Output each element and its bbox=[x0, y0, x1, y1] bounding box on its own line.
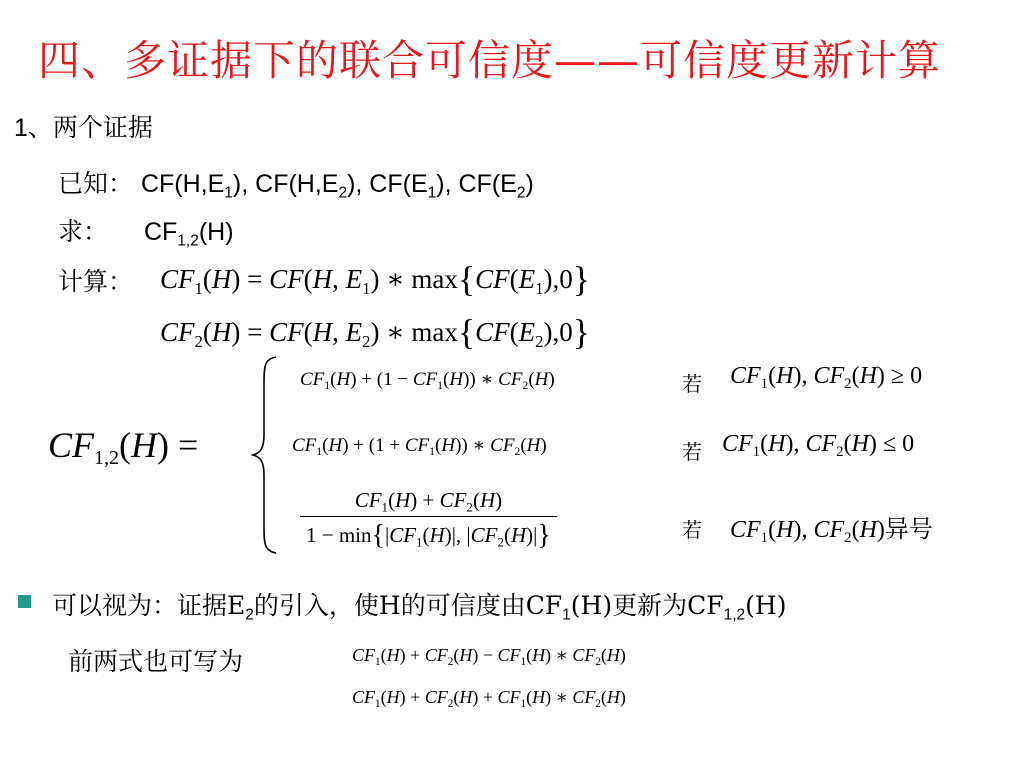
slide-title: 四、多证据下的联合可信度——可信度更新计算 bbox=[38, 36, 942, 85]
bullet-square-icon bbox=[18, 595, 31, 608]
known-label: 已知： bbox=[58, 169, 134, 198]
case3-if: 若 bbox=[682, 518, 702, 542]
case2-if: 若 bbox=[682, 440, 702, 464]
known-line bbox=[58, 164, 534, 200]
section-number: 1 bbox=[14, 114, 28, 142]
case1-formula: $CF_1(H) + (1 - CF_1(H))$ ∗ $CF_2(H)$ bbox=[300, 369, 555, 393]
case1-condition: $CF_1(H)$, $CF_2(H) \ge 0$ bbox=[730, 363, 923, 393]
case1-if: 若 bbox=[682, 372, 702, 396]
find-line bbox=[58, 212, 234, 248]
section-heading bbox=[14, 108, 153, 144]
formula-cf2: $CF_2(H) = CF(H$, $E_2$) ∗ $\max\{CF(E_2),0\}$ bbox=[160, 312, 591, 352]
alt-label: 前两式也可写为 bbox=[68, 647, 244, 676]
case3-formula: $\frac{CF_1(H) + CF_2(H)}{1 - \min\{|CF_1(H)|, |CF_2(H)|\}}$ bbox=[300, 488, 557, 552]
find-label: 求： bbox=[58, 217, 109, 246]
alt-formula-2: $CF_1(H) + CF_2(H) + CF_1(H)$ ∗ $CF_2(H)$ bbox=[352, 687, 626, 710]
formula-cf1: $CF_1(H) = CF(H$, $E_1$) ∗ $\max\{CF(E_1),0\}$ bbox=[160, 259, 591, 299]
cases-brace-icon bbox=[250, 355, 280, 555]
known-expr: $CF(H,E_1)$, $CF(H,E_2)$, $CF(E_1)$, $CF(E_2)$ bbox=[140, 170, 534, 202]
case3-condition: $CF_1(H)$, $CF_2(H)$异号 bbox=[730, 515, 933, 547]
compute-label: 计算： bbox=[58, 267, 134, 296]
formula-cf12-lhs: $CF_{1,2}(H)$ = bbox=[48, 425, 199, 469]
find-expr: $CF_{1,2}(H)$ bbox=[143, 218, 234, 250]
alt-formula-1: $CF_1(H) + CF_2(H) - CF_1(H)$ ∗ $CF_2(H)$ bbox=[352, 645, 626, 668]
case2-condition: $CF_1(H)$, $CF_2(H) \le 0$ bbox=[722, 431, 915, 461]
note-line: 可以视为：证据$E_2$的引入，使H的可信度由$CF_1(H)$更新为$CF_{1,2}(H)$ bbox=[52, 591, 787, 624]
case2-formula: $CF_1(H) + (1 + CF_1(H))$ ∗ $CF_2(H)$ bbox=[292, 435, 547, 459]
section-text: 、两个证据 bbox=[27, 113, 153, 142]
